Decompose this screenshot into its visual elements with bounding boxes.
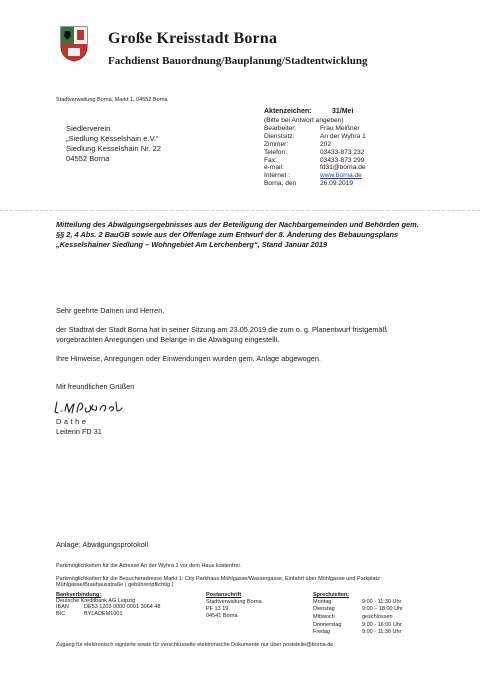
bank-row: [56, 611, 135, 618]
contact-label: Telefon:: [264, 148, 288, 156]
department-name: Fachdienst Bauordnung/Bauplanung/Stadtentwicklung: [108, 55, 368, 67]
contact-value: 03433-873 232: [320, 148, 365, 156]
postal-line: 04541 Borna: [206, 612, 238, 619]
hours-day: Donnerstag: [313, 621, 342, 628]
bank-value: BYLADEM1001: [84, 611, 123, 618]
recipient-line: Siedlerverein: [66, 124, 111, 133]
contact-label: Zimmer:: [264, 140, 289, 148]
hours-row: [313, 629, 402, 637]
hours-row: [313, 598, 402, 607]
postal-address: [206, 592, 262, 620]
closing-phrase: Mit freundlichen Grüßen: [56, 382, 135, 391]
salutation: Sehr geehrte Damen und Herren,: [56, 306, 165, 315]
bank-key: IBAN: [56, 604, 69, 611]
attachment-note: Anlage: Abwägungsprotokoll: [56, 540, 149, 549]
bank-row: [56, 604, 161, 611]
contact-label: Dienstsitz:: [264, 132, 295, 140]
contact-value: 03433-873 299: [320, 156, 365, 164]
hours-heading: Sprechzeiten:: [313, 592, 350, 598]
recipient-line: 04552 Borna: [66, 154, 110, 163]
website-link[interactable]: www.borna.de: [320, 172, 362, 180]
body-paragraph: Ihre Hinweise, Anregungen oder Einwendungen wurden gem. Anlage abgewogen.: [56, 354, 321, 363]
contact-label: Internet :: [264, 172, 291, 180]
letter-date: 26.09.2019: [320, 180, 354, 188]
hours-row: [313, 614, 393, 622]
contact-value: An der Wyhra 1: [320, 132, 366, 140]
email-value: fd31@borna.de: [320, 164, 366, 172]
organization-title: Große Kreisstadt Borna: [108, 30, 278, 47]
file-reference-label: Aktenzeichen:: [264, 108, 312, 115]
hours-time: 9:00 - 16:00 Uhr: [362, 621, 402, 628]
reference-note: (Bitte bei Antwort angeben): [264, 117, 344, 124]
postal-line: PF 13 19: [206, 605, 229, 612]
contact-label: Fax:: [264, 156, 277, 164]
hours-day: Dienstag: [313, 606, 335, 613]
bank-heading: Bankverbindung:: [56, 592, 102, 598]
sender-return-address: Stadtverwaltung Borna, Markt 1, 04552 Borna: [56, 97, 168, 103]
bank-details: [56, 592, 161, 618]
contact-value: Frau Meißner: [320, 125, 360, 132]
parking-note-visitors: Parkmöglichkeiten für die Besucheradresse Markt 1: City Parkhaus Mühlgasse/Wassergasse, Einfahrt über Mühlgasse und Parkplatz Mühlgasse/Brauhausstraße ( gebührenpflichtig ): [56, 576, 380, 589]
bank-key: BIC: [56, 611, 66, 618]
bank-value: DE53 1203 0000 0001 3064 48: [84, 604, 161, 611]
postal-line: Stadtverwaltung Borna: [206, 598, 262, 605]
hours-row: [313, 606, 403, 614]
hours-time: geschlossen: [362, 614, 393, 621]
recipient-line: „Siedlung Kesselshain e.V.“: [66, 134, 159, 143]
body-paragraph: der Stadtrat der Stadt Borna hat in seiner Sitzung am 23.05.2019 die zum o. g. Planentwurf fristgemäß vorgebrachten Anregungen und Belange in die Abwägung eingestellt.: [56, 325, 387, 344]
hours-time: 9:00 - 11:30 Uhr: [362, 629, 402, 636]
file-reference: [264, 108, 354, 115]
handwritten-signature: [52, 396, 132, 418]
postal-heading: Postanschrift: [206, 592, 242, 598]
hours-time: 9:00 – 18:00 Uhr: [362, 606, 403, 613]
electronic-access-note: Zugang für elektronisch signierte sowie für verschlüsselte elektronische Dokumente nur über poststelle@borna.de: [56, 642, 334, 648]
office-hours: [313, 592, 403, 637]
bank-name: Deutsche Kreditbank AG Leipzig: [56, 598, 136, 605]
hours-day: Freitag: [313, 629, 331, 636]
recipient-address: [66, 124, 161, 164]
signature-block: [56, 417, 102, 436]
contact-value: 202: [320, 140, 332, 148]
signer-role: Leiterin FD 31: [56, 426, 102, 436]
file-reference-number: 31/Mei: [332, 108, 354, 115]
subject-line: Mitteilung des Abwägungsergebnisses aus der Beteiligung der Nachbargemeinden und Behörden gem. §§ 2, 4 Abs. 2 BauGB sowie aus der Offenlage zum Entwurf der 8. Änderung des Bebauungsplans „Kesselshainer Siedlung – Wohngebiet Am Lerchenberg“, Stand Januar 2019: [56, 220, 419, 249]
hours-row: [313, 621, 402, 630]
fold-mark: [0, 210, 480, 211]
parking-note: Parkmöglichkeiten für die Adresse An der Wyhra 1 vor dem Haus kostenfrei.: [56, 563, 242, 569]
contact-label: e-mail:: [264, 164, 284, 172]
coat-of-arms-logo: [60, 26, 88, 62]
recipient-line: Siedlung Kesselshain Nr. 22: [66, 144, 161, 153]
contact-label: Bearbeiter:: [264, 125, 297, 132]
signer-name: Dathe: [56, 417, 89, 426]
hours-day: Montag: [313, 598, 332, 605]
hours-time: 9:00 - 11:30 Uhr: [362, 598, 402, 605]
hours-day: Mittwoch: [313, 614, 335, 621]
place-label: Borna, den: [264, 180, 297, 188]
